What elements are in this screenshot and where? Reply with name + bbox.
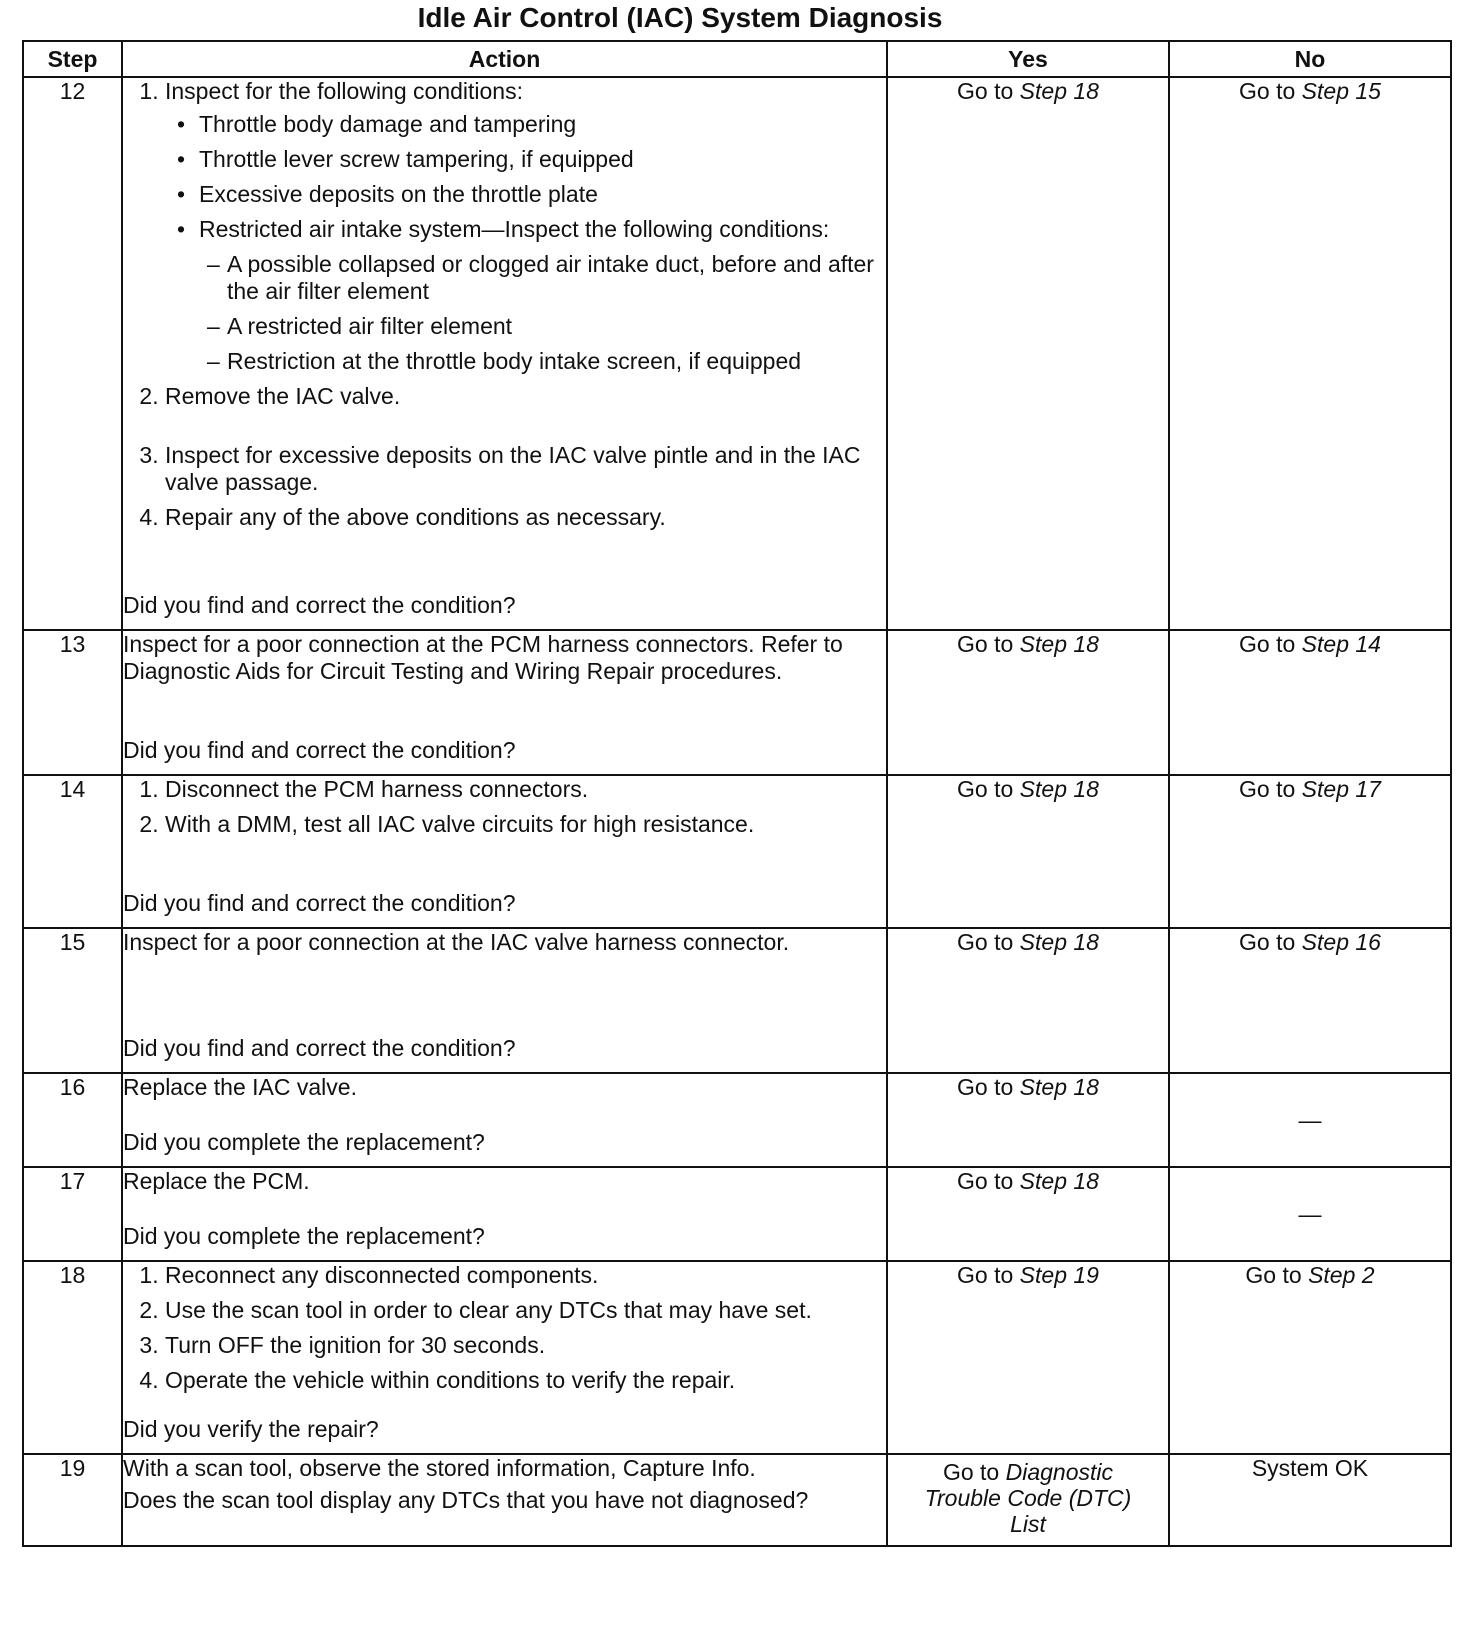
table-row	[23, 630, 1451, 775]
no-prefix: Go to	[1245, 1262, 1309, 1288]
action-text: Inspect for a poor connection at the IAC valve harness connector.	[123, 929, 790, 955]
yes-step-link: Step 18	[1019, 1168, 1099, 1194]
page-title: Idle Air Control (IAC) System Diagnosis	[417, 2, 943, 33]
yes-prefix: Go to	[957, 776, 1020, 802]
action-step: 4. Operate the vehicle within conditions to verify the repair.	[165, 1367, 886, 1394]
condition-item: • Throttle lever screw tampering, if equipped	[199, 146, 886, 173]
no-cell	[1169, 630, 1451, 775]
yes-prefix: Go to	[957, 1168, 1020, 1194]
action-cell	[122, 77, 887, 630]
yes-prefix: Go to	[957, 929, 1020, 955]
step-number: 18	[23, 1261, 122, 1454]
step-number: 12	[23, 77, 122, 630]
yes-cell	[887, 630, 1169, 775]
action-text: Inspect for a poor connection at the PCM harness connectors. Refer to Diagnostic Aids for Circuit Testing and Wiring Repair procedures.	[123, 631, 843, 684]
no-step-link: Step 14	[1301, 631, 1381, 657]
action-cell	[122, 928, 887, 1073]
question-text: Did you verify the repair?	[123, 1416, 379, 1442]
yes-prefix: Go to	[942, 1459, 1006, 1485]
subcondition-item: – Restriction at the throttle body intake screen, if equipped	[227, 348, 886, 375]
action-step: 3. Turn OFF the ignition for 30 seconds.	[165, 1332, 886, 1359]
action-step: 1. Reconnect any disconnected components.	[165, 1262, 886, 1289]
step-number: 13	[23, 630, 122, 775]
yes-step-link: Step 18	[1019, 631, 1099, 657]
action-step	[165, 78, 886, 375]
subcondition-list	[199, 251, 886, 375]
header-step: Step	[23, 41, 122, 77]
yes-cell	[887, 928, 1169, 1073]
yes-prefix: Go to	[957, 1074, 1020, 1100]
action-text: Replace the PCM.	[123, 1168, 310, 1194]
yes-dtc-link: Diagnostic Trouble Code (DTC) List	[924, 1459, 1132, 1537]
condition-item: • Excessive deposits on the throttle plate	[199, 181, 886, 208]
no-prefix: Go to	[1239, 78, 1302, 104]
action-cell	[122, 1454, 887, 1546]
action-step: 2. Remove the IAC valve.	[165, 383, 886, 410]
yes-cell	[887, 1167, 1169, 1261]
step-number: 17	[23, 1167, 122, 1261]
action-step: 3. Inspect for excessive deposits on the IAC valve pintle and in the IAC valve passage.	[165, 442, 886, 496]
question-text: Did you find and correct the condition?	[123, 737, 516, 763]
yes-step-link: Step 18	[1019, 929, 1099, 955]
table-row	[23, 1261, 1451, 1454]
condition-item: • Throttle body damage and tampering	[199, 111, 886, 138]
table-header-row	[23, 41, 1451, 77]
no-prefix: Go to	[1239, 776, 1302, 802]
action-text: Replace the IAC valve.	[123, 1074, 357, 1100]
action-cell	[122, 1073, 887, 1167]
step-number: 14	[23, 775, 122, 928]
yes-cell	[887, 1073, 1169, 1167]
action-step: 2. With a DMM, test all IAC valve circuits for high resistance.	[165, 811, 886, 838]
no-step-link: Step 15	[1301, 78, 1381, 104]
no-cell	[1169, 775, 1451, 928]
action-step: 2. Use the scan tool in order to clear any DTCs that may have set.	[165, 1297, 886, 1324]
question-text: Did you find and correct the condition?	[123, 1035, 516, 1061]
no-cell: —	[1169, 1073, 1451, 1167]
table-row	[23, 1454, 1451, 1546]
action-cell	[122, 1261, 887, 1454]
action-cell	[122, 775, 887, 928]
action-step-text: Inspect for the following conditions:	[165, 78, 523, 104]
no-step-link: Step 17	[1301, 776, 1381, 802]
yes-prefix: Go to	[957, 1262, 1020, 1288]
condition-item	[199, 216, 886, 375]
no-cell	[1169, 928, 1451, 1073]
header-no: No	[1169, 41, 1451, 77]
question-text: Did you find and correct the condition?	[123, 592, 516, 618]
table-row	[23, 77, 1451, 630]
subcondition-item: – A restricted air filter element	[227, 313, 886, 340]
yes-cell	[887, 1261, 1169, 1454]
yes-step-link: Step 18	[1019, 78, 1099, 104]
no-cell: System OK	[1169, 1454, 1451, 1546]
question-text: Did you find and correct the condition?	[123, 890, 516, 916]
subcondition-item: – A possible collapsed or clogged air intake duct, before and after the air filter element	[227, 251, 886, 305]
table-row	[23, 1167, 1451, 1261]
step-number: 19	[23, 1454, 122, 1546]
header-yes: Yes	[887, 41, 1169, 77]
question-text: Did you complete the replacement?	[123, 1223, 485, 1249]
action-steps	[123, 78, 886, 539]
question-text: Does the scan tool display any DTCs that you have not diagnosed?	[123, 1487, 809, 1513]
diagnosis-table	[22, 40, 1452, 1547]
header-action: Action	[122, 41, 887, 77]
no-cell	[1169, 77, 1451, 630]
yes-cell	[887, 775, 1169, 928]
yes-prefix: Go to	[957, 631, 1020, 657]
action-steps	[123, 1262, 886, 1402]
action-step: 1. Disconnect the PCM harness connectors.	[165, 776, 886, 803]
step-number: 16	[23, 1073, 122, 1167]
no-step-link: Step 16	[1301, 929, 1381, 955]
yes-step-link: Step 18	[1019, 1074, 1099, 1100]
condition-list	[165, 111, 886, 375]
no-prefix: Go to	[1239, 631, 1302, 657]
yes-step-link: Step 18	[1019, 776, 1099, 802]
step-number: 15	[23, 928, 122, 1073]
action-cell	[122, 1167, 887, 1261]
no-cell	[1169, 1261, 1451, 1454]
no-step-link: Step 2	[1308, 1262, 1375, 1288]
action-steps	[123, 776, 886, 846]
condition-text: Restricted air intake system—Inspect the following conditions:	[199, 216, 830, 242]
action-step: 4. Repair any of the above conditions as necessary.	[165, 504, 886, 531]
table-row	[23, 928, 1451, 1073]
action-cell	[122, 630, 887, 775]
yes-cell	[887, 77, 1169, 630]
yes-step-link: Step 19	[1019, 1262, 1099, 1288]
table-row	[23, 775, 1451, 928]
yes-prefix: Go to	[957, 78, 1020, 104]
table-row	[23, 1073, 1451, 1167]
no-cell: —	[1169, 1167, 1451, 1261]
no-prefix: Go to	[1239, 929, 1302, 955]
yes-cell	[887, 1454, 1169, 1546]
question-text: Did you complete the replacement?	[123, 1129, 485, 1155]
action-text: With a scan tool, observe the stored information, Capture Info.	[123, 1455, 756, 1481]
